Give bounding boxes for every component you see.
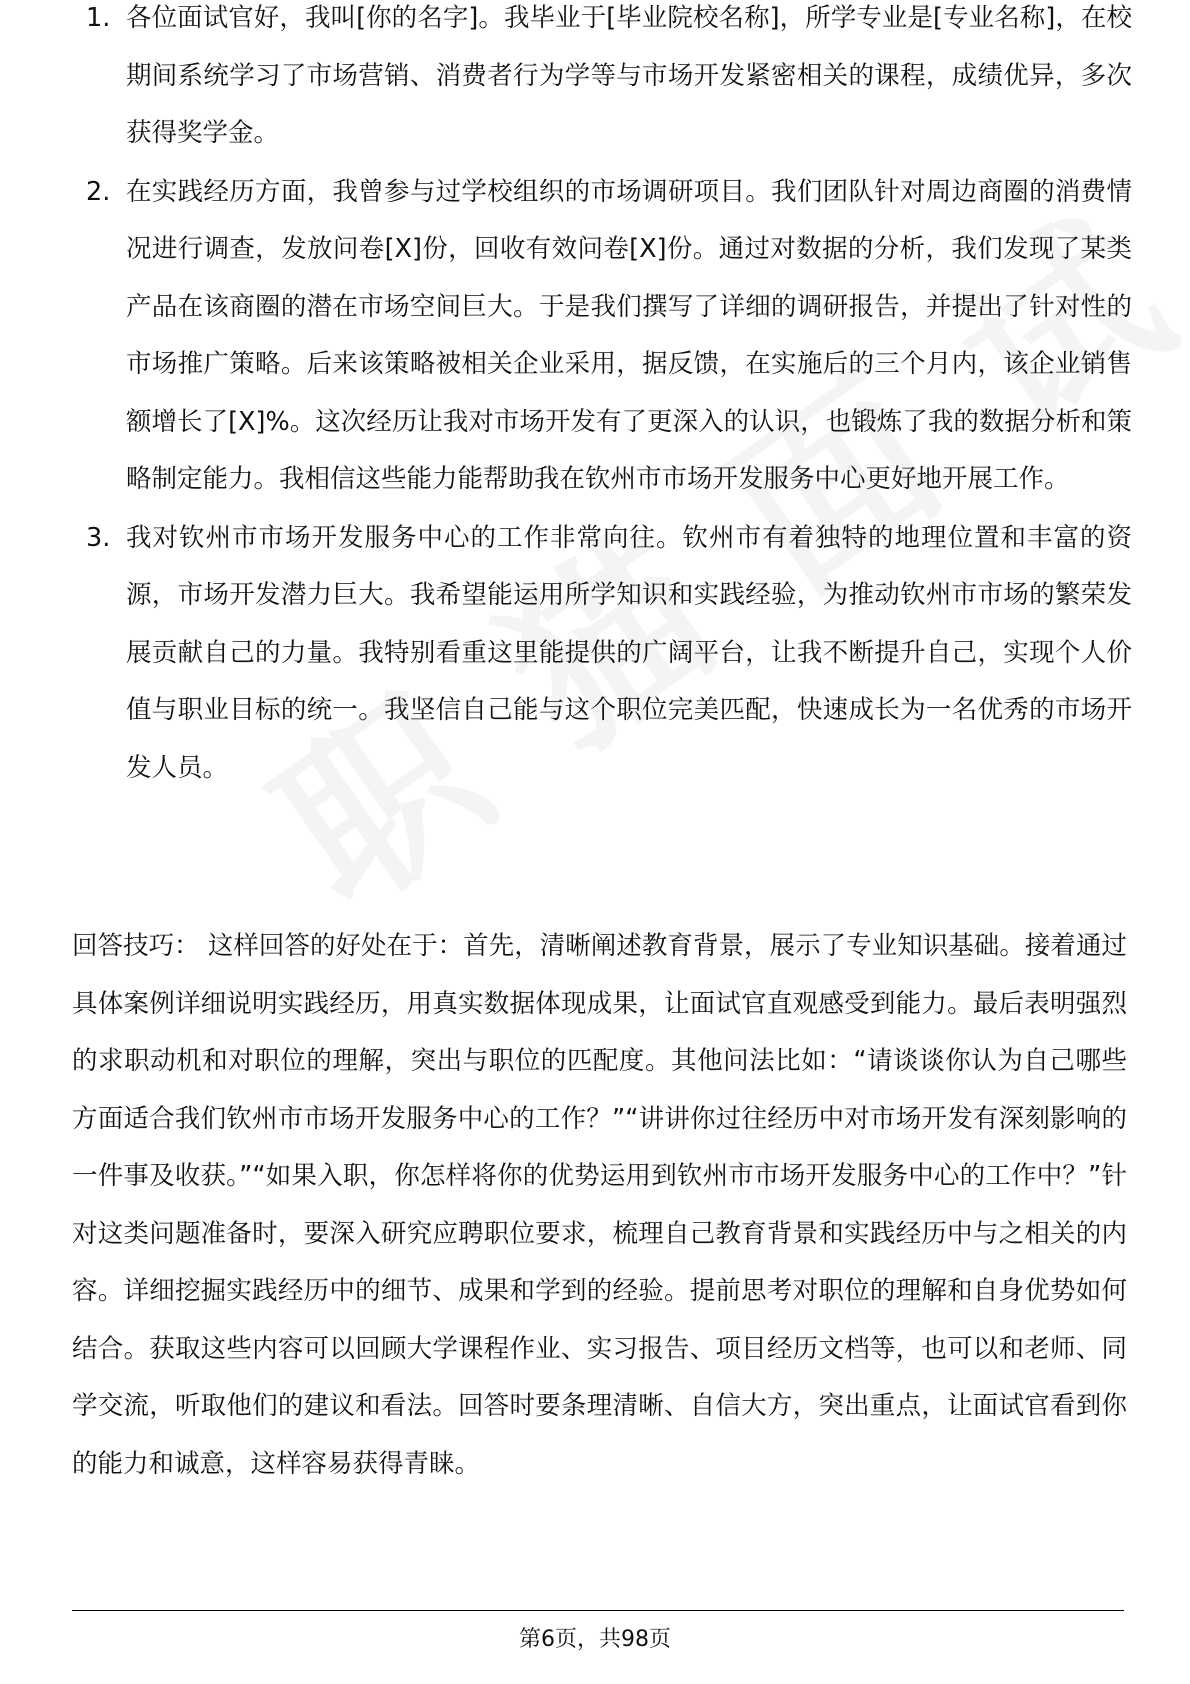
list-item-number: 1. [86,3,111,33]
list-item-text: 我对钦州市市场开发服务中心的工作非常向往。钦州市有着独特的地理位置和丰富的资源，市场开发潜力巨大。我希望能运用所学知识和实践经验，为推动钦州市市场的繁荣发展贡献自己的力量。我特别看重这里能提供的广阔平台，让我不断提升自己，实现个人价值与职业目标的统一。我坚信自己能与这个职位完美匹配，快速成长为一名优秀的市场开发人员。 [126,522,1132,783]
list-item-text: 各位面试官好，我叫[你的名字]。我毕业于[毕业院校名称]，所学专业是[专业名称]，在校期间系统学习了市场营销、消费者行为学等与市场开发紧密相关的课程，成绩优异，多次获得奖学金。 [126,3,1132,148]
tips-label: 回答技巧： [72,931,200,961]
footer-divider [72,1610,1124,1611]
tips-text: 这样回答的好处在于：首先，清晰阐述教育背景，展示了专业知识基础。接着通过具体案例详细说明实践经历，用真实数据体现成果，让面试官直观感受到能力。最后表明强烈的求职动机和对职位的理解，突出与职位的匹配度。其他问法比如：“请谈谈你认为自己哪些方面适合我们钦州市市场开发服务中心的工作？”“讲讲你过往经历中对市场开发有深刻影响的一件事及收获。”“如果入职，你怎样将你的优势运用到钦州市市场开发服务中心的工作中？”针对这类问题准备时，要深入研究应聘职位要求，梳理自己教育背景和实践经历中与之相关的内容。详细挖掘实践经历中的细节、成果和学到的经验。提前思考对职位的理解和自身优势如何结合。获取这些内容可以回顾大学课程作业、实习报告、项目经历文档等，也可以和老师、同学交流，听取他们的建议和看法。回答时要条理清晰、自信大方，突出重点，让面试官看到你的能力和诚意，这样容易获得青睐。 [72,931,1127,1479]
list-item [72,510,1132,798]
answer-list [72,0,1132,798]
list-item-number: 3. [86,522,111,553]
list-item-text: 在实践经历方面，我曾参与过学校组织的市场调研项目。我们团队针对周边商圈的消费情况进行调查，发放问卷[X]份，回收有效问卷[X]份。通过对数据的分析，我们发现了某类产品在该商圈的潜在市场空间巨大。于是我们撰写了详细的调研报告，并提出了针对性的市场推广策略。后来该策略被相关企业采用，据反馈，在实施后的三个月内，该企业销售额增长了[X]%。这次经历让我对市场开发有了更深入的认识，也锻炼了我的数据分析和策略制定能力。我相信这些能力能帮助我在钦州市市场开发服务中心更好地开展工作。 [126,176,1132,494]
list-item-number: 2. [86,176,111,207]
list-item [72,164,1132,509]
page-number: 第6页，共98页 [519,1627,671,1652]
answer-tips-paragraph [72,918,1127,1493]
list-item [72,0,1132,163]
